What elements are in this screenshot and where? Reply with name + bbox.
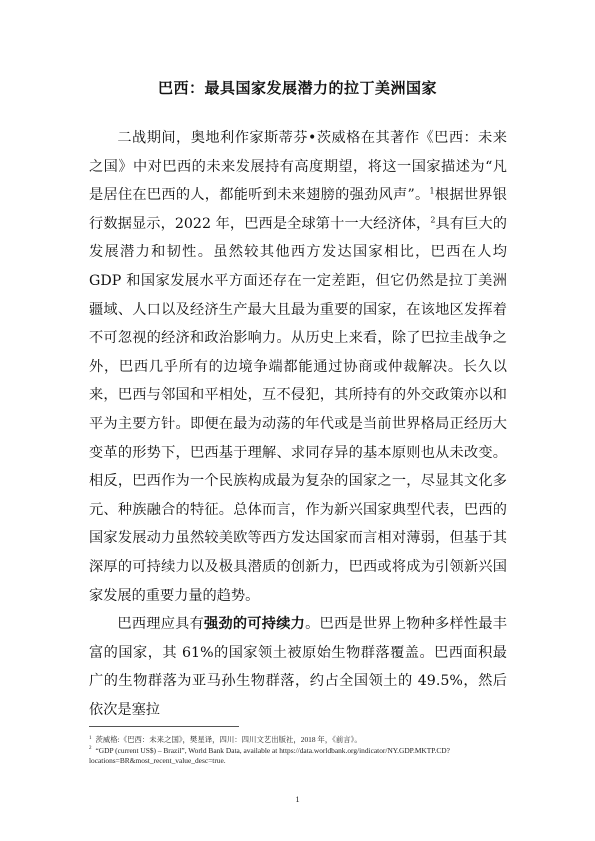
footnote-2: [89, 746, 507, 767]
paragraph-2-part-2: 。巴西是世界上物种多样性最丰富的国家，其 61%的国家领土被原始生物群落覆盖。巴西面积最广的生物群落为亚马孙生物群落，约占全国领土的 49.5%，然后依次是塞拉: [89, 616, 507, 718]
paragraph-2-emphasis: 强劲的可持续力: [204, 616, 306, 633]
footnote-divider: [89, 726, 239, 727]
paragraph-1-part-2: 根据世界银行数据显示，2022 年，巴西是全球第十一大经济体，: [89, 187, 507, 232]
footnote-2-number: 2: [89, 746, 92, 752]
paragraph-2: [89, 610, 507, 724]
footnote-ref-2[interactable]: 2: [430, 215, 436, 225]
body-text: [89, 124, 507, 724]
footnote-2-text: “GDP (current US$) – Brazil”, World Bank Data, available at https://data.worldbank.org/indicator/NY.GDP.MKTP.CD?locations=BR&most_recent_value_desc=true.: [89, 745, 450, 765]
footnote-1-number: 1: [89, 735, 92, 741]
footnote-1-text: 茨威格:《巴西：未来之国》，樊星译，四川：四川文艺出版社，2018 年，《前言》。: [95, 735, 362, 744]
paragraph-1-part-3: 具有巨大的发展潜力和韧性。虽然较其他西方发达国家相比，巴西在人均 GDP 和国家发展水平方面还存在一定差距，但它仍然是拉丁美洲疆域、人口以及经济生产最大且最为重要的国家，在该地区发挥着不可忽视的经济和政治影响力。从历史上来看，除了巴拉圭战争之外，巴西几乎所有的边境争端都能通过协商或仲裁解决。长久以来，巴西与邻国和平相处，互不侵犯，其所持有的外交政策亦以和平为主要方针。即便在最为动荡的年代或是当前世界格局正经历大变革的形势下，巴西基于理解、求同存异的基本原则也从未改变。相反，巴西作为一个民族构成最为复杂的国家之一，尽显其文化多元、种族融合的特征。总体而言，作为新兴国家典型代表，巴西的国家发展动力虽然较美欧等西方发达国家而言相对薄弱，但基于其深厚的可持续力以及极具潜质的创新力，巴西或将成为引领新兴国家发展的重要力量的趋势。: [89, 215, 507, 604]
page-title: 巴西：最具国家发展潜力的拉丁美洲国家: [157, 79, 437, 97]
paragraph-1-part-1: 二战期间，奥地利作家斯蒂芬•茨威格在其著作《巴西：未来之国》中对巴西的未来发展持有高度期望，将这一国家描述为“凡是居住在巴西的人，都能听到未来翅膀的强劲风声”。: [89, 130, 507, 204]
footnotes: [89, 735, 507, 767]
footnote-1: [89, 735, 507, 746]
page-number: 1: [295, 794, 300, 804]
paragraph-1: [89, 124, 507, 610]
paragraph-2-part-1: 巴西理应具有: [117, 616, 205, 633]
footnote-ref-1[interactable]: 1: [429, 186, 435, 196]
